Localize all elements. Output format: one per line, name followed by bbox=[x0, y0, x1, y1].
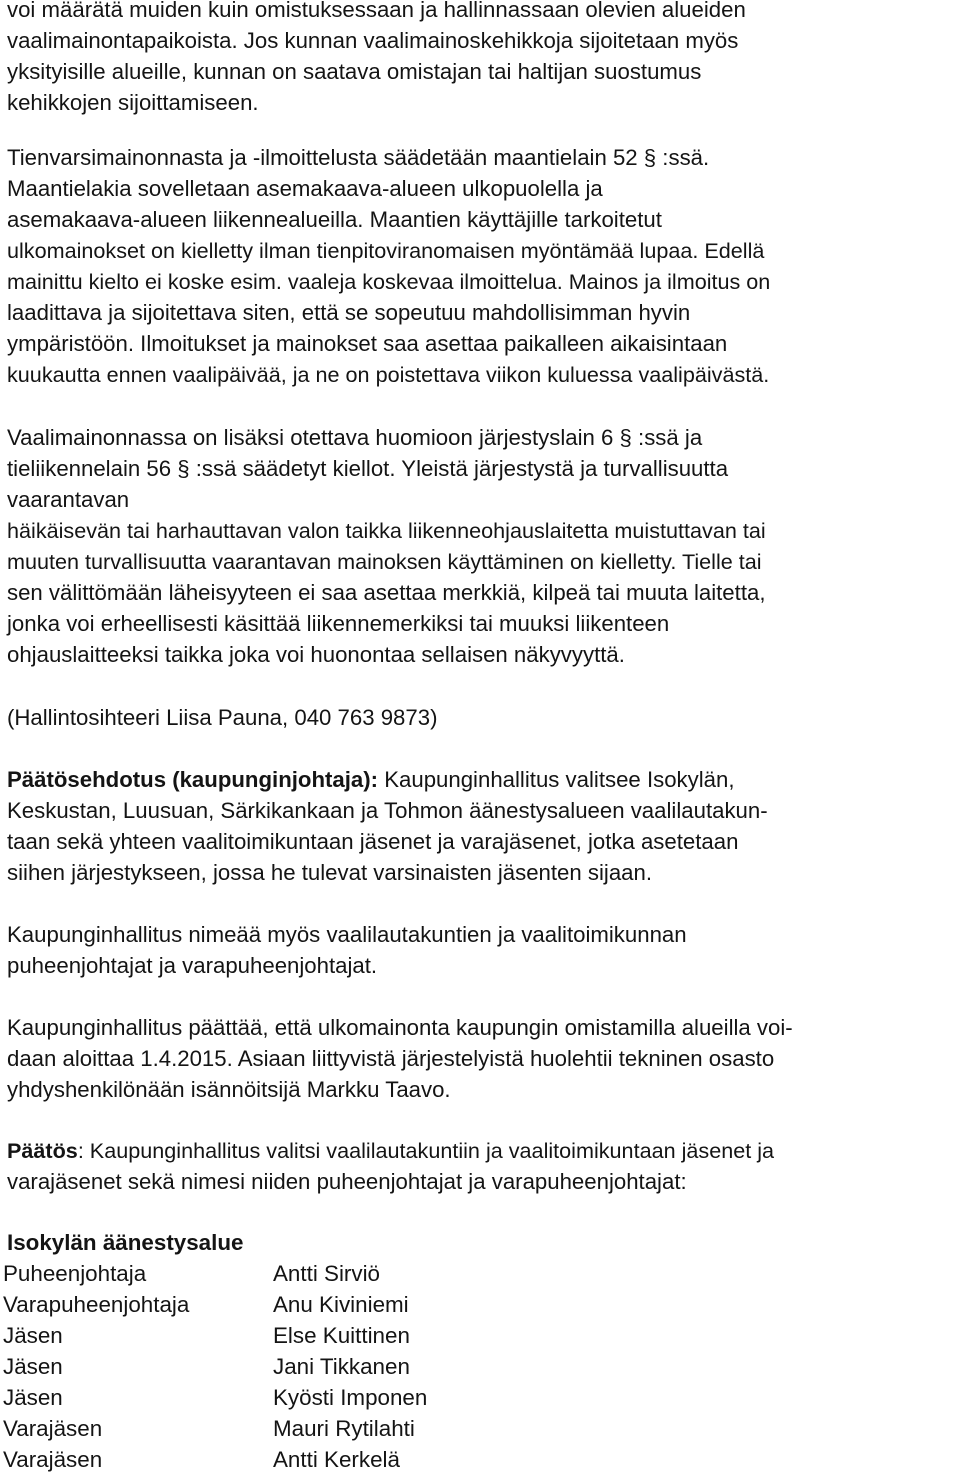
text-line: voi määrätä muiden kuin omistuksessaan ja hallinnassaan olevien alueiden bbox=[7, 0, 746, 22]
text-line-rest: Kaupunginhallitus valitsee Isokylän, bbox=[378, 767, 735, 792]
text-line bbox=[7, 1135, 957, 1166]
roster-row bbox=[3, 1320, 703, 1351]
roster-row bbox=[3, 1289, 703, 1320]
text-line: daan aloittaa 1.4.2015. Asiaan liittyvistä järjestelyistä huolehtii tekninen osasto bbox=[7, 1046, 775, 1071]
roster-role: Jäsen bbox=[3, 1385, 63, 1410]
roster-row bbox=[3, 1382, 703, 1413]
text-line: sen välittömään läheisyyteen ei saa asettaa merkkiä, kilpeä tai muuta laitetta, bbox=[7, 580, 766, 605]
text-line: Maantielakia sovelletaan asemakaava-alueen ulkopuolella ja bbox=[7, 176, 603, 201]
text-line: muuten turvallisuutta vaarantavan mainoksen käyttäminen on kielletty. Tielle tai bbox=[7, 549, 762, 574]
bold-lead: Päätösehdotus (kaupunginjohtaja): bbox=[7, 767, 379, 792]
text-line: yksityisille alueille, kunnan on saatava omistajan tai haltijan suostumus bbox=[7, 59, 702, 84]
roster-role: Jäsen bbox=[3, 1323, 63, 1348]
roster-role: Puheenjohtaja bbox=[3, 1261, 147, 1286]
text-line: häikäisevän tai harhauttavan valon taikka liikenneohjauslaitetta muistuttavan tai bbox=[7, 518, 766, 543]
roster-role: Varapuheenjohtaja bbox=[3, 1292, 190, 1317]
text-line: ohjauslaitteeksi taikka joka voi huonontaa sellaisen näkyvyyttä. bbox=[7, 642, 625, 667]
roster-role: Jäsen bbox=[3, 1354, 63, 1379]
roster-role: Varajäsen bbox=[3, 1447, 103, 1472]
text-line: ulkomainokset on kielletty ilman tienpitoviranomaisen myöntämää lupaa. Edellä bbox=[7, 238, 765, 263]
text-line: yhdyshenkilönään isännöitsijä Markku Taavo. bbox=[7, 1077, 451, 1102]
paragraph-paatosehdotus bbox=[7, 764, 957, 888]
paragraph-ulkomainonta bbox=[7, 1012, 957, 1105]
paragraph-vaalimainontapaikat bbox=[7, 0, 957, 118]
text-line: tieliikennelain 56 § :ssä säädetyt kiellot. Yleistä järjestystä ja turvallisuutta bbox=[7, 456, 729, 481]
paragraph-tienvarsimainonta bbox=[7, 142, 957, 390]
roster-name: Kyösti Imponen bbox=[273, 1385, 428, 1410]
text-line: laadittava ja sijoitettava siten, että se sopeutuu mahdollisimman hyvin bbox=[7, 300, 691, 325]
text-line: Kaupunginhallitus nimeää myös vaalilautakuntien ja vaalitoimikunnan bbox=[7, 922, 687, 947]
text-line: mainittu kielto ei koske esim. vaaleja koskevaa ilmoittelua. Mainos ja ilmoitus on bbox=[7, 269, 771, 294]
roster-role: Varajäsen bbox=[3, 1416, 103, 1441]
roster-name: Jani Tikkanen bbox=[273, 1354, 410, 1379]
text-line: Kaupunginhallitus päättää, että ulkomainonta kaupungin omistamilla alueilla voi- bbox=[7, 1015, 793, 1040]
text-line-rest: : Kaupunginhallitus valitsi vaalilautakuntiin ja vaalitoimikuntaan jäsenet ja bbox=[77, 1138, 775, 1163]
text-line: vaalimainontapaikoista. Jos kunnan vaalimainoskehikkoja sijoitetaan myös bbox=[7, 28, 739, 53]
roster-name: Anu Kiviniemi bbox=[273, 1292, 409, 1317]
roster-row bbox=[3, 1413, 703, 1444]
text-line: varajäsenet sekä nimesi niiden puheenjohtajat ja varapuheenjohtajat: bbox=[7, 1169, 687, 1194]
text-line: asemakaava-alueen liikennealueilla. Maantien käyttäjille tarkoitetut bbox=[7, 207, 662, 232]
roster-row bbox=[3, 1258, 703, 1289]
paragraph-jarjestyslaki bbox=[7, 422, 957, 670]
paragraph-yhteyshenkilo bbox=[7, 702, 957, 733]
text-line: (Hallintosihteeri Liisa Pauna, 040 763 9873) bbox=[7, 705, 438, 730]
roster-row bbox=[3, 1444, 703, 1475]
roster-name: Antti Sirviö bbox=[273, 1261, 381, 1286]
bold-lead: Päätös bbox=[7, 1138, 78, 1163]
text-line: Tienvarsimainonnasta ja -ilmoittelusta säädetään maantielain 52 § :ssä. bbox=[7, 145, 710, 170]
text-line: Vaalimainonnassa on lisäksi otettava huomioon järjestyslain 6 § :ssä ja bbox=[7, 425, 703, 450]
roster-name: Mauri Rytilahti bbox=[273, 1416, 415, 1441]
text-line bbox=[7, 764, 957, 795]
paragraph-puheenjohtajat bbox=[7, 919, 957, 981]
text-line: vaarantavan bbox=[7, 487, 130, 512]
text-line: puheenjohtajat ja varapuheenjohtajat. bbox=[7, 953, 378, 978]
roster-name: Else Kuittinen bbox=[273, 1323, 410, 1348]
paragraph-paatos bbox=[7, 1135, 957, 1197]
roster-heading: Isokylän äänestysalue bbox=[7, 1230, 244, 1255]
roster-name: Antti Kerkelä bbox=[273, 1447, 400, 1472]
text-line: Keskustan, Luusuan, Särkikankaan ja Tohmon äänestysalueen vaalilautakun- bbox=[7, 798, 768, 823]
text-line: ympäristöön. Ilmoitukset ja mainokset saa asettaa paikalleen aikaisintaan bbox=[7, 331, 728, 356]
roster-row bbox=[3, 1351, 703, 1382]
text-line: kehikkojen sijoittamiseen. bbox=[7, 90, 259, 115]
text-line: siihen järjestykseen, jossa he tulevat varsinaisten jäsenten sijaan. bbox=[7, 860, 653, 885]
roster-isokyla bbox=[3, 1227, 703, 1475]
text-line: jonka voi erheellisesti käsittää liikennemerkiksi tai muuksi liikenteen bbox=[7, 611, 670, 636]
text-line: taan sekä yhteen vaalitoimikuntaan jäsenet ja varajäsenet, jotka asetetaan bbox=[7, 829, 739, 854]
text-line: kuukautta ennen vaalipäivää, ja ne on poistettava viikon kuluessa vaalipäivästä. bbox=[7, 362, 770, 387]
